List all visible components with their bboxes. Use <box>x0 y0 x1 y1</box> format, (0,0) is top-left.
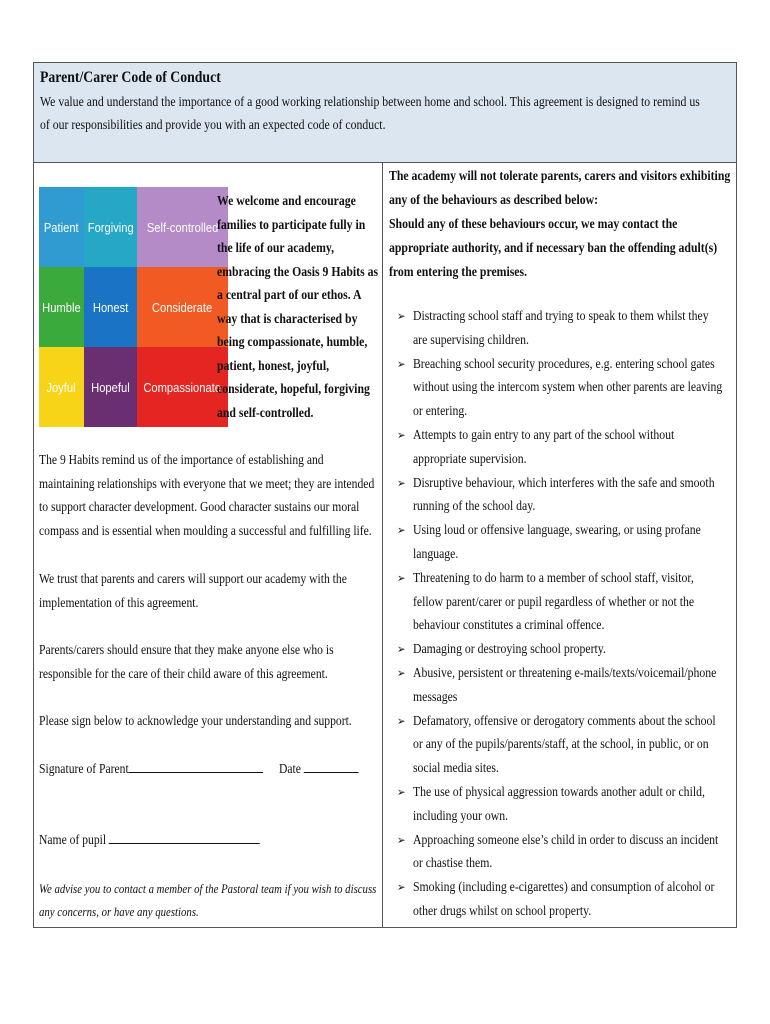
code-of-conduct-document <box>33 62 737 928</box>
page-title: Parent/Carer Code of Conduct <box>40 69 221 86</box>
responsibility-paragraph: Parents/carers should ensure that they make anyone else who is responsible for the care of their child aware of this agreement. <box>39 643 334 682</box>
habit-tile-self-controlled <box>137 187 227 267</box>
habit-label: Humble <box>42 299 81 315</box>
habit-tile-forgiving <box>84 187 137 267</box>
document-header <box>34 63 736 163</box>
list-item: ➢ Breaching school security procedures, e.g. entering school gates without using the intercom system when other parents are leaving or entering. <box>397 353 725 424</box>
habit-tile-joyful <box>39 347 84 427</box>
sign-instruction: Please sign below to acknowledge your understanding and support. <box>39 714 352 729</box>
habit-label: Joyful <box>46 379 76 395</box>
left-column <box>34 163 382 927</box>
habit-tile-honest <box>84 267 137 347</box>
habit-label: Honest <box>92 299 129 315</box>
signature-row <box>39 758 375 782</box>
habit-label: Hopeful <box>91 379 130 395</box>
warning-text <box>389 165 733 285</box>
date-field[interactable] <box>304 759 359 773</box>
right-column <box>383 163 736 927</box>
habit-tile-patient <box>39 187 84 267</box>
welcome-text: We welcome and encourage families to participate fully in the life of our academy, embracing the Oasis 9 Habits as a central part of our ethos. A way that is characterised by being compassionate, humble, patient, honest, joyful, considerate, hopeful, forgiving and self-controlled. <box>217 194 379 421</box>
list-item: ➢ Distracting school staff and trying to speak to them whilst they are supervising children. <box>397 305 725 353</box>
list-item: ➢ Using loud or offensive language, swearing, or using profane language. <box>397 519 725 567</box>
list-item: ➢ Attempts to gain entry to any part of the school without appropriate supervision. <box>397 424 725 472</box>
advice-note: We advise you to contact a member of the Pastoral team if you wish to discuss any concerns, or have any questions. <box>39 881 377 919</box>
signature-field[interactable] <box>129 759 263 773</box>
list-item: ➢ Smoking (including e-cigarettes) and consumption of alcohol or other drugs whilst on school property. <box>397 876 725 924</box>
trust-paragraph: We trust that parents and carers will support our academy with the implementation of this agreement. <box>39 572 347 611</box>
warning-intro: The academy will not tolerate parents, carers and visitors exhibiting any of the behaviours as described below: <box>389 169 731 208</box>
list-item: ➢ Defamatory, offensive or derogatory comments about the school or any of the pupils/parents/staff, at the school, in public, or on social media sites. <box>397 710 725 781</box>
habit-tile-considerate <box>137 267 227 347</box>
habit-tile-compassionate <box>137 347 227 427</box>
habit-label: Forgiving <box>87 219 134 235</box>
signature-label: Signature of Parent <box>39 762 129 777</box>
pupil-row <box>39 829 375 853</box>
list-item: ➢ Approaching someone else’s child in order to discuss an incident or chastise them. <box>397 829 725 877</box>
habit-label: Patient <box>43 219 79 235</box>
nine-habits-grid <box>39 187 222 427</box>
list-item: ➢ Disruptive behaviour, which interferes with the safe and smooth running of the school day. <box>397 472 725 520</box>
list-item: ➢ Abusive, persistent or threatening e-mails/texts/voicemail/phone messages <box>397 662 725 710</box>
warning-consequence: Should any of these behaviours occur, we may contact the appropriate authority, and if necessary ban the offending adult(s) from entering the premises. <box>389 217 718 280</box>
habits-paragraph: The 9 Habits remind us of the importance of establishing and maintaining relationships with everyone that we meet; they are intended to support character development. Good character sustains our moral compass and is essential when moulding a successful and fulfilling life. <box>39 453 375 539</box>
list-item: ➢ Threatening to do harm to a member of school staff, visitor, fellow parent/carer or pupil regardless of whether or not the behaviour constitutes a criminal offence. <box>397 567 725 638</box>
habit-tile-humble <box>39 267 84 347</box>
date-label: Date <box>278 762 301 777</box>
list-item: ➢ Damaging or destroying school property. <box>397 638 725 662</box>
list-item: ➢ The use of physical aggression towards another adult or child, including your own. <box>397 781 725 829</box>
habit-tile-hopeful <box>84 347 137 427</box>
habit-label: Considerate <box>152 299 213 315</box>
pupil-name-field[interactable] <box>109 830 260 844</box>
behaviours-list <box>397 305 725 924</box>
pupil-label: Name of pupil <box>39 833 107 848</box>
habit-label: Self-controlled <box>146 219 219 235</box>
intro-text: We value and understand the importance of a good working relationship between home and school. This agreement is designed to remind us of our responsibilities and provide you with an expected code of conduct. <box>40 95 700 133</box>
habit-label: Compassionate <box>143 379 222 395</box>
